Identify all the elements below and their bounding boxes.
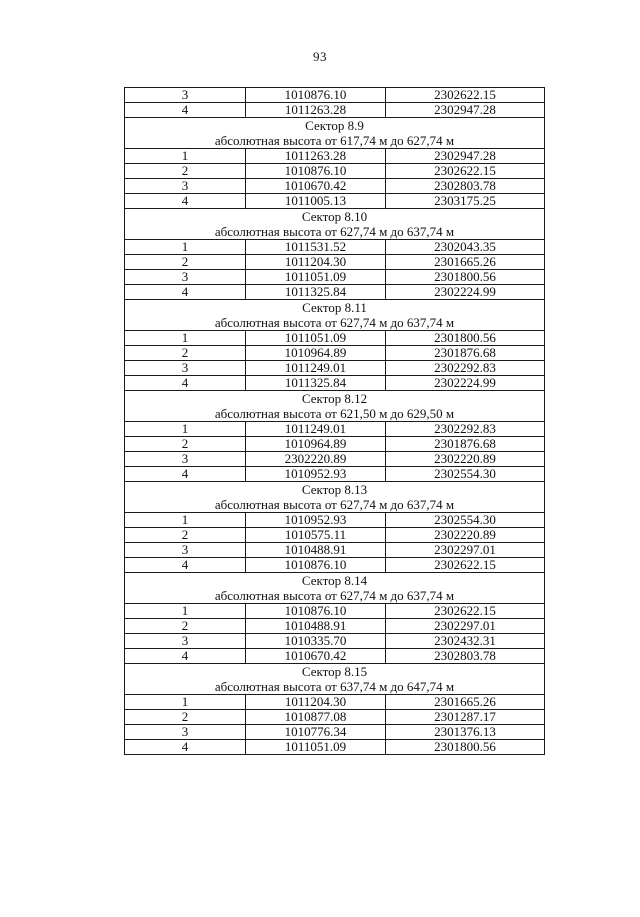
sector-header-cell <box>125 664 545 695</box>
point-number-cell: 4 <box>125 103 246 118</box>
sector-title: Сектор 8.13 <box>301 482 368 497</box>
point-number-cell: 1 <box>125 422 246 437</box>
point-number-cell: 2 <box>125 710 246 725</box>
y-coordinate-cell: 2301665.26 <box>386 695 545 710</box>
y-coordinate-cell: 2301876.68 <box>386 346 545 361</box>
sector-header-row <box>125 664 545 695</box>
point-number-cell: 3 <box>125 634 246 649</box>
sector-header-row <box>125 300 545 331</box>
sector-title: Сектор 8.10 <box>301 209 368 224</box>
coordinate-row <box>125 88 545 103</box>
point-number-cell: 4 <box>125 194 246 209</box>
x-coordinate-cell: 1010488.91 <box>246 543 386 558</box>
coordinate-row <box>125 255 545 270</box>
y-coordinate-cell: 2302297.01 <box>386 619 545 634</box>
page-number: 93 <box>313 49 327 64</box>
point-number-cell: 3 <box>125 543 246 558</box>
y-coordinate-cell: 2301800.56 <box>386 331 545 346</box>
y-coordinate-cell: 2301876.68 <box>386 437 545 452</box>
sector-title: Сектор 8.15 <box>301 664 368 679</box>
sector-header-row <box>125 118 545 149</box>
y-coordinate-cell: 2301800.56 <box>386 270 545 285</box>
point-number-cell: 3 <box>125 88 246 103</box>
coordinate-row <box>125 346 545 361</box>
sector-title: Сектор 8.11 <box>302 300 367 315</box>
point-number-cell: 1 <box>125 240 246 255</box>
y-coordinate-cell: 2302043.35 <box>386 240 545 255</box>
sector-title: Сектор 8.12 <box>301 391 368 406</box>
coordinate-row <box>125 725 545 740</box>
x-coordinate-cell: 1010876.10 <box>246 88 386 103</box>
y-coordinate-cell: 2301800.56 <box>386 740 545 755</box>
point-number-cell: 2 <box>125 619 246 634</box>
coordinate-row <box>125 376 545 391</box>
coordinate-row <box>125 103 545 118</box>
coordinate-row <box>125 179 545 194</box>
coordinate-row <box>125 528 545 543</box>
sector-header-row <box>125 209 545 240</box>
coordinates-table-body <box>125 88 545 755</box>
point-number-cell: 4 <box>125 740 246 755</box>
point-number-cell: 4 <box>125 376 246 391</box>
y-coordinate-cell: 2301376.13 <box>386 725 545 740</box>
coordinate-row <box>125 634 545 649</box>
coordinate-row <box>125 270 545 285</box>
point-number-cell: 1 <box>125 331 246 346</box>
coordinate-row <box>125 513 545 528</box>
point-number-cell: 2 <box>125 437 246 452</box>
coordinate-row <box>125 164 545 179</box>
y-coordinate-cell: 2302554.30 <box>386 513 545 528</box>
point-number-cell: 3 <box>125 361 246 376</box>
x-coordinate-cell: 1011051.09 <box>246 331 386 346</box>
coordinate-row <box>125 710 545 725</box>
y-coordinate-cell: 2302224.99 <box>386 376 545 391</box>
y-coordinate-cell: 2302622.15 <box>386 604 545 619</box>
sector-header-row <box>125 573 545 604</box>
y-coordinate-cell: 2302292.83 <box>386 361 545 376</box>
x-coordinate-cell: 1011051.09 <box>246 740 386 755</box>
sector-altitude: абсолютная высота от 627,74 м до 637,74 м <box>214 588 455 603</box>
x-coordinate-cell: 1010335.70 <box>246 634 386 649</box>
x-coordinate-cell: 1010877.08 <box>246 710 386 725</box>
x-coordinate-cell: 1010488.91 <box>246 619 386 634</box>
x-coordinate-cell: 1011325.84 <box>246 285 386 300</box>
y-coordinate-cell: 2302622.15 <box>386 558 545 573</box>
y-coordinate-cell: 2302803.78 <box>386 179 545 194</box>
sector-title: Сектор 8.9 <box>305 118 364 133</box>
coordinate-row <box>125 558 545 573</box>
x-coordinate-cell: 1010964.89 <box>246 437 386 452</box>
y-coordinate-cell: 2302803.78 <box>386 649 545 664</box>
point-number-cell: 4 <box>125 558 246 573</box>
x-coordinate-cell: 1011263.28 <box>246 149 386 164</box>
coordinate-row <box>125 331 545 346</box>
y-coordinate-cell: 2302622.15 <box>386 88 545 103</box>
point-number-cell: 2 <box>125 346 246 361</box>
coordinate-row <box>125 467 545 482</box>
y-coordinate-cell: 2302220.89 <box>386 528 545 543</box>
x-coordinate-cell: 1010575.11 <box>246 528 386 543</box>
sector-title: Сектор 8.14 <box>301 573 368 588</box>
x-coordinate-cell: 1010876.10 <box>246 164 386 179</box>
x-coordinate-cell: 1011051.09 <box>246 270 386 285</box>
sector-altitude: абсолютная высота от 621,50 м до 629,50 м <box>214 406 455 421</box>
x-coordinate-cell: 1011249.01 <box>246 422 386 437</box>
sector-header-cell <box>125 118 545 149</box>
sector-altitude: абсолютная высота от 627,74 м до 637,74 м <box>214 224 455 239</box>
sector-altitude: абсолютная высота от 627,74 м до 637,74 м <box>214 497 455 512</box>
sector-header-cell <box>125 209 545 240</box>
sector-header-cell <box>125 482 545 513</box>
point-number-cell: 2 <box>125 255 246 270</box>
x-coordinate-cell: 1010964.89 <box>246 346 386 361</box>
point-number-cell: 2 <box>125 528 246 543</box>
coordinate-row <box>125 149 545 164</box>
x-coordinate-cell: 2302220.89 <box>246 452 386 467</box>
point-number-cell: 4 <box>125 649 246 664</box>
y-coordinate-cell: 2302220.89 <box>386 452 545 467</box>
coordinate-row <box>125 740 545 755</box>
sector-altitude: абсолютная высота от 637,74 м до 647,74 м <box>214 679 455 694</box>
y-coordinate-cell: 2302554.30 <box>386 467 545 482</box>
point-number-cell: 2 <box>125 164 246 179</box>
coordinate-row <box>125 604 545 619</box>
coordinates-table <box>124 87 545 755</box>
x-coordinate-cell: 1010670.42 <box>246 179 386 194</box>
point-number-cell: 1 <box>125 149 246 164</box>
point-number-cell: 3 <box>125 270 246 285</box>
x-coordinate-cell: 1011204.30 <box>246 695 386 710</box>
sector-header-cell <box>125 573 545 604</box>
point-number-cell: 4 <box>125 467 246 482</box>
point-number-cell: 3 <box>125 725 246 740</box>
sector-header-row <box>125 482 545 513</box>
sector-header-cell <box>125 391 545 422</box>
y-coordinate-cell: 2302947.28 <box>386 149 545 164</box>
coordinate-row <box>125 422 545 437</box>
y-coordinate-cell: 2301665.26 <box>386 255 545 270</box>
x-coordinate-cell: 1011263.28 <box>246 103 386 118</box>
x-coordinate-cell: 1011204.30 <box>246 255 386 270</box>
sector-header-row <box>125 391 545 422</box>
y-coordinate-cell: 2302297.01 <box>386 543 545 558</box>
coordinate-row <box>125 240 545 255</box>
point-number-cell: 1 <box>125 513 246 528</box>
x-coordinate-cell: 1010670.42 <box>246 649 386 664</box>
y-coordinate-cell: 2302224.99 <box>386 285 545 300</box>
coordinate-row <box>125 543 545 558</box>
x-coordinate-cell: 1011249.01 <box>246 361 386 376</box>
x-coordinate-cell: 1011005.13 <box>246 194 386 209</box>
point-number-cell: 3 <box>125 179 246 194</box>
x-coordinate-cell: 1010876.10 <box>246 558 386 573</box>
y-coordinate-cell: 2303175.25 <box>386 194 545 209</box>
x-coordinate-cell: 1010776.34 <box>246 725 386 740</box>
y-coordinate-cell: 2302432.31 <box>386 634 545 649</box>
point-number-cell: 3 <box>125 452 246 467</box>
sector-header-cell <box>125 300 545 331</box>
y-coordinate-cell: 2302622.15 <box>386 164 545 179</box>
y-coordinate-cell: 2301287.17 <box>386 710 545 725</box>
x-coordinate-cell: 1010952.93 <box>246 467 386 482</box>
sector-altitude: абсолютная высота от 627,74 м до 637,74 м <box>214 315 455 330</box>
x-coordinate-cell: 1011325.84 <box>246 376 386 391</box>
coordinate-row <box>125 437 545 452</box>
x-coordinate-cell: 1010952.93 <box>246 513 386 528</box>
point-number-cell: 1 <box>125 695 246 710</box>
x-coordinate-cell: 1010876.10 <box>246 604 386 619</box>
coordinate-row <box>125 695 545 710</box>
y-coordinate-cell: 2302292.83 <box>386 422 545 437</box>
x-coordinate-cell: 1011531.52 <box>246 240 386 255</box>
coordinate-row <box>125 285 545 300</box>
coordinate-row <box>125 361 545 376</box>
coordinate-row <box>125 452 545 467</box>
point-number-cell: 1 <box>125 604 246 619</box>
coordinate-row <box>125 194 545 209</box>
coordinate-row <box>125 649 545 664</box>
point-number-cell: 4 <box>125 285 246 300</box>
sector-altitude: абсолютная высота от 617,74 м до 627,74 м <box>214 133 455 148</box>
y-coordinate-cell: 2302947.28 <box>386 103 545 118</box>
coordinate-row <box>125 619 545 634</box>
